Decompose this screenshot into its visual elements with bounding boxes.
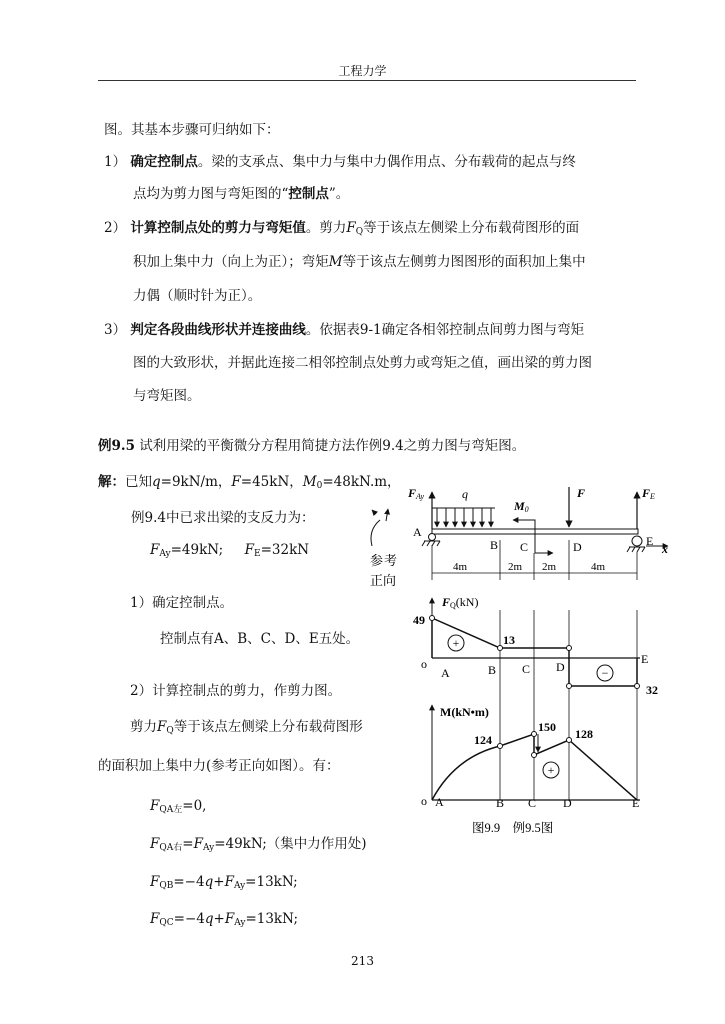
shear-label-a: A	[441, 666, 450, 680]
step-1-line-1: 1） 确定控制点。梁的支承点、集中力与集中力偶作用点、分布载荷的起点与终	[104, 154, 576, 170]
step-3-line-1: 3） 判定各段曲线形状并连接曲线。依据表9-1确定各相邻控制点间剪力图与弯矩	[104, 322, 585, 338]
label-c: C	[520, 540, 529, 554]
solution-line-2: 例9.4中已求出梁的支反力为：	[131, 510, 315, 526]
shear-title: FQ(kN)	[442, 595, 479, 610]
example-heading: 例9.5 试利用梁的平衡微分方程用简捷方法作例9.4之剪力图与弯矩图。	[98, 438, 526, 454]
svg-text:+: +	[547, 763, 555, 777]
moment-label-b: B	[496, 796, 505, 810]
moment-label-128: 128	[575, 727, 593, 741]
moment-label-c: C	[528, 796, 537, 810]
step-1-line-2: 点均为剪力图与弯矩图的“控制点”。	[133, 186, 350, 202]
step-2-line-2: 积加上集中力（向上为正）；弯矩M等于该点左侧剪力图图形的面积加上集中	[133, 254, 586, 270]
label-x: x	[662, 542, 668, 556]
shear-origin: o	[421, 657, 427, 671]
shear-point-e	[635, 684, 640, 689]
moment-diagram	[421, 705, 640, 810]
step-2-line-1: 2） 计算控制点处的剪力与弯矩值。剪力$F_Q$等于该点左侧梁上分布载荷图形的面	[104, 220, 580, 237]
shear-point-b	[498, 646, 503, 651]
moment-point-d	[567, 738, 572, 743]
support-reactions: $F_{Ay}=49kN$; $F_E=32kN$	[150, 542, 310, 559]
shear-label-d: D	[556, 660, 565, 674]
substep-1: 1）确定控制点。	[130, 595, 234, 611]
dim-de: 4m	[591, 561, 606, 573]
shear-label-13: 13	[503, 633, 515, 647]
moment-point-c-left	[532, 732, 537, 737]
beam-diagram	[370, 486, 668, 588]
step-3-line-2: 图的大致形状，并据此连接二相邻控制点处剪力或弯矩之值，画出梁的剪力图	[133, 355, 592, 371]
label-a: A	[413, 525, 422, 539]
ref-label-2: 考	[384, 553, 398, 568]
figure-9-9	[360, 470, 680, 842]
step-2-line-3: 力偶（顺时针为正）。	[133, 288, 262, 304]
moment-title: M(kN•m)	[440, 705, 489, 719]
equation-3: $F_{QB}=-4q+F_{Ay}=13kN$;	[150, 874, 298, 891]
support-a	[429, 534, 436, 541]
moment-origin: o	[421, 794, 427, 808]
shear-point-d-right	[567, 684, 572, 689]
moment-label-150: 150	[538, 720, 556, 734]
label-f: F	[577, 486, 586, 500]
running-header: 工程力学	[338, 64, 387, 78]
moment-label-d: D	[563, 796, 572, 810]
shear-point-d-left	[567, 646, 572, 651]
dim-bc: 2m	[508, 561, 523, 573]
moment-point-c-right	[532, 753, 537, 758]
svg-text:+: +	[452, 636, 460, 650]
substep-2: 2）计算控制点的剪力，作剪力图。	[130, 683, 342, 699]
figure-caption: 图9.9 例9.5图	[472, 821, 554, 835]
page-number: 213	[351, 954, 374, 968]
shear-point-a	[430, 616, 435, 621]
reference-direction-arc	[371, 520, 380, 546]
moment-point-b	[498, 744, 503, 749]
dim-ab: 4m	[453, 561, 468, 573]
shear-label-e: E	[641, 652, 649, 666]
intro-text: 图。其基本步骤可归纳如下：	[104, 122, 280, 138]
substep-2-body-2: 的面积加上集中力(参考正向如图）。有：	[98, 758, 340, 774]
guide-lines	[500, 610, 637, 800]
support-e	[632, 536, 642, 546]
equation-2: $F_{QA右}=F_{Ay}=49kN$;（集中力作用处)	[150, 836, 367, 853]
moment-label-e: E	[632, 796, 640, 810]
header-rule	[98, 80, 636, 81]
substep-1-body: 控制点有A、B、C、D、E五处。	[160, 631, 360, 647]
shear-label-c: C	[522, 662, 531, 676]
label-q: q	[462, 487, 468, 501]
moment-label-a: A	[435, 795, 444, 809]
step-3-line-3: 与弯矩图。	[133, 388, 201, 404]
shear-label-49: 49	[413, 613, 425, 627]
shear-diagram	[413, 595, 658, 697]
label-m0: M0	[514, 499, 529, 514]
label-e: E	[646, 534, 654, 548]
shear-label-32: 32	[646, 683, 658, 697]
moment-label-124: 124	[474, 733, 492, 747]
label-b: B	[490, 538, 499, 552]
moment-curve	[432, 734, 637, 800]
label-fay: FAy	[408, 486, 425, 501]
equation-4: $F_{QC}=-4q+F_{Ay}=13kN$;	[150, 911, 298, 928]
dim-cd: 2m	[542, 561, 557, 573]
ref-label-3: 正向	[370, 573, 397, 588]
ref-label-1: 参	[370, 553, 384, 568]
label-d: D	[573, 540, 582, 554]
label-fe: FE	[642, 486, 655, 501]
solution-line-1: 解：已知q=9kN/m，F=45kN，$M_0=48kN.m$，	[98, 474, 401, 491]
svg-text:−: −	[601, 666, 609, 680]
shear-label-b: B	[488, 663, 497, 677]
equation-1: $F_{QA左}=0$,	[150, 798, 207, 815]
distributed-load	[432, 508, 495, 527]
substep-2-body-1: 剪力$F_Q$等于该点左侧梁上分布载荷图形	[130, 719, 363, 736]
